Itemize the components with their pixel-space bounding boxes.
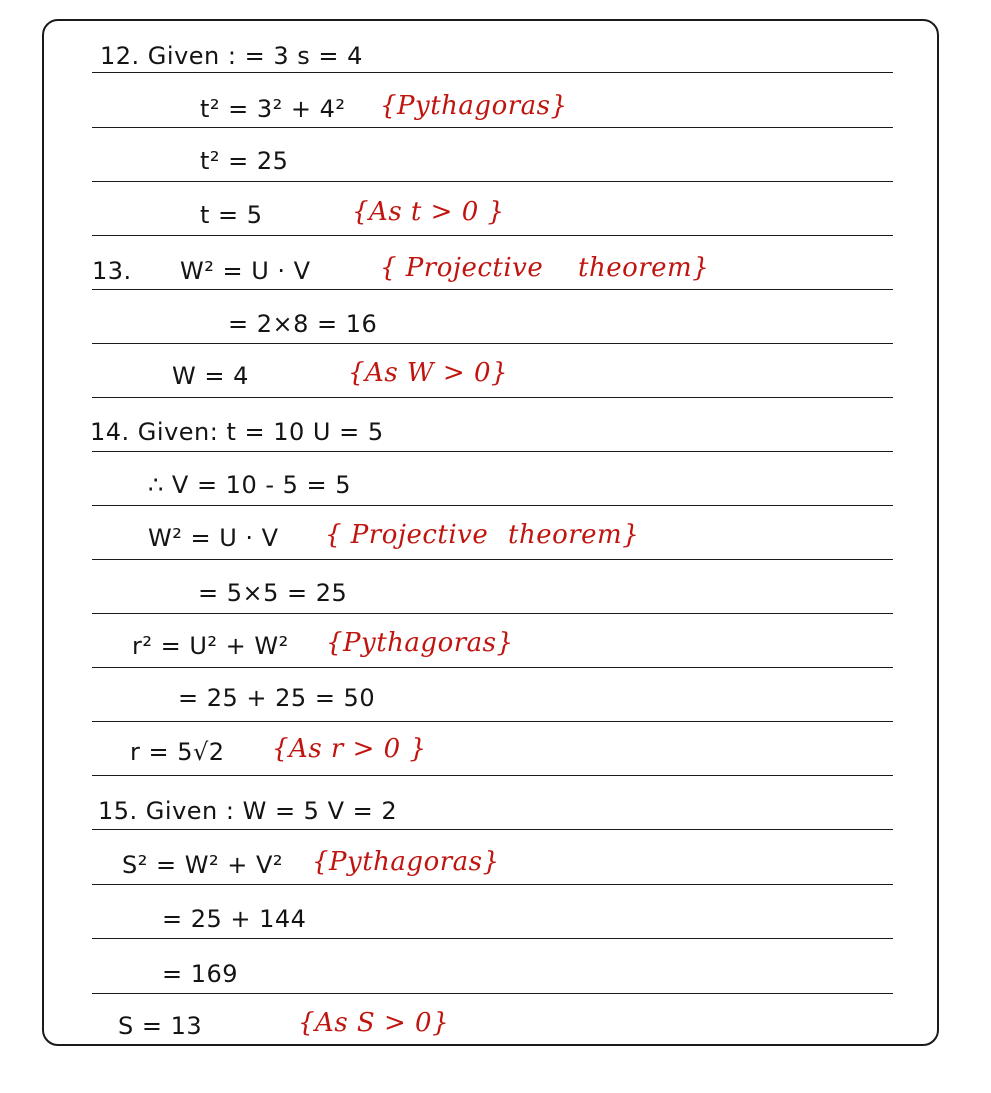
- ruled-line: [92, 289, 893, 290]
- reason-annotation: theorem}: [508, 520, 640, 550]
- reason-annotation: {As r > 0 }: [272, 734, 427, 764]
- math-text: = 169: [162, 960, 239, 988]
- math-text: 15. Given : W = 5 V = 2: [98, 797, 398, 825]
- ruled-line: [92, 505, 893, 506]
- reason-annotation: {Pythagoras}: [380, 91, 568, 121]
- math-text: t² = 25: [200, 147, 289, 175]
- ruled-line: [92, 993, 893, 994]
- reason-annotation: theorem}: [578, 253, 710, 283]
- ruled-line: [92, 343, 893, 344]
- math-text: r = 5√2: [130, 738, 225, 766]
- reason-annotation: { Projective: [325, 520, 489, 550]
- ruled-line: [92, 181, 893, 182]
- math-text: = 25 + 144: [162, 905, 307, 933]
- ruled-line: [92, 559, 893, 560]
- math-text: S = 13: [118, 1012, 203, 1040]
- ruled-line: [92, 667, 893, 668]
- ruled-line: [92, 938, 893, 939]
- reason-annotation: { Projective: [380, 253, 544, 283]
- ruled-line: [92, 884, 893, 885]
- math-text: W² = U · V: [180, 257, 311, 285]
- math-text: ∴ V = 10 - 5 = 5: [148, 471, 352, 499]
- math-text: = 2×8 = 16: [228, 310, 378, 338]
- math-text: = 5×5 = 25: [198, 579, 348, 607]
- reason-annotation: {Pythagoras}: [312, 847, 500, 877]
- math-text: 12. Given : = 3 s = 4: [100, 42, 363, 70]
- math-text: 13.: [92, 257, 132, 285]
- reason-annotation: {Pythagoras}: [326, 628, 514, 658]
- math-text: t² = 3² + 4²: [200, 95, 346, 123]
- math-text: 14. Given: t = 10 U = 5: [90, 418, 384, 446]
- ruled-line: [92, 829, 893, 830]
- reason-annotation: {As W > 0}: [348, 358, 509, 388]
- reason-annotation: {As S > 0}: [298, 1008, 450, 1038]
- math-text: r² = U² + W²: [132, 632, 289, 660]
- ruled-line: [92, 72, 893, 73]
- ruled-line: [92, 451, 893, 452]
- ruled-line: [92, 721, 893, 722]
- ruled-line: [92, 235, 893, 236]
- math-text: S² = W² + V²: [122, 851, 283, 879]
- ruled-line: [92, 775, 893, 776]
- math-text: t = 5: [200, 201, 263, 229]
- math-text: W² = U · V: [148, 524, 279, 552]
- ruled-line: [92, 127, 893, 128]
- math-text: = 25 + 25 = 50: [178, 684, 376, 712]
- math-text: W = 4: [172, 362, 249, 390]
- ruled-line: [92, 613, 893, 614]
- reason-annotation: {As t > 0 }: [352, 197, 505, 227]
- ruled-line: [92, 397, 893, 398]
